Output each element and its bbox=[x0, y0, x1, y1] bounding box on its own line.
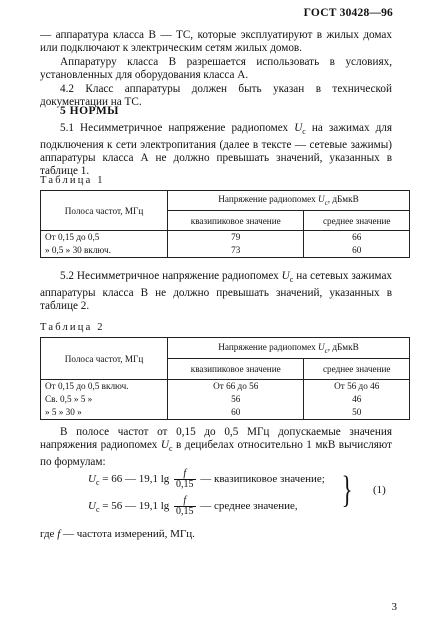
table-row: От 0,15 до 0,5 включ. bbox=[41, 380, 168, 394]
page-number: 3 bbox=[391, 601, 397, 613]
table-cell: 46 bbox=[304, 393, 410, 406]
table-2 bbox=[40, 337, 410, 420]
table-cell: 79 bbox=[168, 231, 304, 245]
table-2-subheader-qp: квазипиковое значение bbox=[168, 359, 304, 380]
table-2-caption: Таблица 2 bbox=[40, 322, 105, 333]
formula-quasi-peak: $U_c = 66$ — 19,1 lg $\frac{f}{0,15}$ — квазипиковое значение; bbox=[88, 468, 325, 490]
table-1-caption: Таблица 1 bbox=[40, 175, 105, 186]
variable-definition: где f — частота измерений, МГц. bbox=[40, 528, 195, 540]
table-cell: От 66 до 56 bbox=[168, 380, 304, 394]
table-cell: 66 bbox=[304, 231, 410, 245]
table-cell: 60 bbox=[304, 244, 410, 258]
equation-number: (1) bbox=[373, 484, 386, 496]
paragraph-formula-intro: В полосе частот от 0,15 до 0,5 МГц допускаемые значения напряжения радиопомех $U_c$ в децибелах относительно 1 мкВ вычисляют по формулам: bbox=[40, 426, 392, 468]
table-1-subheader-avg: среднее значение bbox=[304, 211, 410, 231]
formula-average: $U_c = 56$ — 19,1 lg $\frac{f}{0,15}$ — среднее значение, bbox=[88, 495, 298, 517]
intro-paragraph-2: Аппаратуру класса В разрешается использовать в условиях, установленных для оборудования класса А. bbox=[40, 56, 392, 82]
table-row: Св. 0,5 » 5 » bbox=[41, 393, 168, 406]
table-cell: От 56 до 46 bbox=[304, 380, 410, 394]
table-cell: 50 bbox=[304, 406, 410, 420]
paragraph-5-2: 5.2 Несимметричное напряжение радиопомех $U_c$ на сетевых зажимах аппаратуры класса В не должно превышать значений, указанных в таблице 2. bbox=[40, 270, 392, 312]
paragraph-5-1: 5.1 Несимметричное напряжение радиопомех $U_c$ на зажимах для подключения к сети электропитания (далее в тексте — сетевые зажимы) аппаратуры класса А не должно превышать значений, указанных в таблице 1. bbox=[40, 122, 393, 178]
table-2-subheader-avg: среднее значение bbox=[304, 359, 410, 380]
table-1-group-header: Напряжение радиопомех $U_c$, дБмкВ bbox=[168, 191, 410, 211]
table-2-col-header-band: Полоса частот, МГц bbox=[41, 338, 168, 380]
table-cell: 73 bbox=[168, 244, 304, 258]
table-cell: 60 bbox=[168, 406, 304, 420]
intro-paragraph-1: — аппаратура класса В — ТС, которые эксплуатируют в жилых домах или подключают к электрическим сетям жилых домов. bbox=[40, 29, 392, 55]
fraction: $\frac{f}{0,15}$ bbox=[176, 495, 194, 517]
section-title: 5 НОРМЫ bbox=[60, 105, 119, 117]
table-1-subheader-qp: квазипиковое значение bbox=[168, 211, 304, 231]
right-brace-icon: } bbox=[341, 469, 353, 511]
table-cell: 56 bbox=[168, 393, 304, 406]
table-row: От 0,15 до 0,5 bbox=[41, 231, 168, 245]
table-2-group-header: Напряжение радиопомех $U_c$, дБмкВ bbox=[168, 338, 410, 359]
fraction: $\frac{f}{0,15}$ bbox=[176, 468, 194, 490]
intro-paragraph-3: 4.2 Класс аппаратуры должен быть указан в технической документации на ТС. bbox=[40, 83, 392, 109]
table-row: » 0,5 » 30 включ. bbox=[41, 244, 168, 258]
table-1-col-header-band: Полоса частот, МГц bbox=[41, 191, 168, 231]
table-row: » 5 » 30 » bbox=[41, 406, 168, 420]
document-header: ГОСТ 30428—96 bbox=[303, 7, 393, 19]
table-1 bbox=[40, 190, 410, 258]
